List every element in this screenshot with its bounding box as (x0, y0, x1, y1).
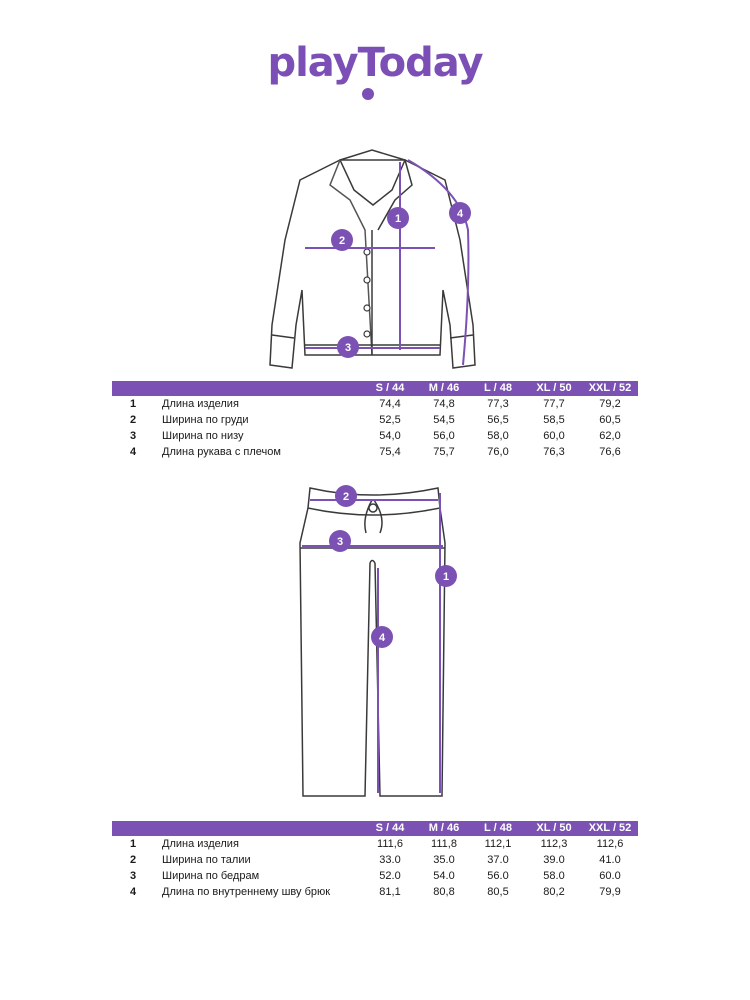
row-number: 4 (130, 886, 137, 898)
cell-value: 52.0 (379, 870, 401, 882)
row-label: Длина по внутреннему шву брюк (162, 886, 331, 898)
row-number: 4 (130, 446, 137, 458)
cell-value: 56.0 (487, 870, 509, 882)
cell-value: 54,0 (379, 430, 401, 442)
pants-table-header (112, 821, 638, 836)
cell-value: 80,5 (487, 886, 509, 898)
cell-value: 74,8 (433, 398, 455, 410)
cell-value: 56,0 (433, 430, 455, 442)
table-row (112, 428, 638, 444)
svg-text:4: 4 (456, 208, 464, 220)
size-header: XXL / 52 (588, 382, 632, 394)
size-header: M / 46 (428, 382, 460, 394)
table-row (112, 852, 638, 868)
table-row (112, 444, 638, 460)
cell-value: 56,5 (487, 414, 509, 426)
svg-text:4: 4 (378, 632, 386, 644)
cell-value: 76,6 (599, 446, 621, 458)
cell-value: 58.0 (543, 870, 565, 882)
brand-logo-text: playToday (267, 40, 483, 86)
cell-value: 112,6 (596, 838, 624, 850)
size-header: XL / 50 (536, 822, 572, 834)
jacket-table-header (112, 381, 638, 396)
jacket-marker-4 (449, 202, 471, 224)
row-label: Ширина по бедрам (162, 870, 260, 882)
row-number: 2 (130, 854, 137, 866)
cell-value: 74,4 (379, 398, 401, 410)
row-number: 3 (130, 430, 137, 442)
cell-value: 39.0 (543, 854, 565, 866)
cell-value: 35.0 (433, 854, 455, 866)
cell-value: 76,3 (543, 446, 565, 458)
cell-value: 75,4 (379, 446, 401, 458)
row-number: 3 (130, 870, 137, 882)
brand-logo (0, 40, 750, 86)
table-row (112, 868, 638, 884)
jacket-marker-2 (331, 229, 353, 251)
cell-value: 41.0 (599, 854, 621, 866)
pants-size-table (112, 821, 638, 900)
table-row (112, 396, 638, 412)
cell-value: 58,0 (487, 430, 509, 442)
cell-value: 58,5 (543, 414, 565, 426)
cell-value: 76,0 (487, 446, 509, 458)
size-header: M / 46 (428, 822, 460, 834)
cell-value: 79,2 (599, 398, 621, 410)
svg-text:3: 3 (336, 536, 344, 548)
table-row (112, 884, 638, 900)
jacket-marker-1 (387, 207, 409, 229)
size-header: S / 44 (375, 822, 405, 834)
svg-text:2: 2 (338, 235, 346, 247)
pants-marker-2 (335, 485, 357, 507)
row-number: 1 (130, 838, 137, 850)
row-number: 1 (130, 398, 137, 410)
pants-marker-3 (329, 530, 351, 552)
cell-value: 80,8 (433, 886, 455, 898)
cell-value: 62,0 (599, 430, 621, 442)
pants-marker-1 (435, 565, 457, 587)
row-label: Длина изделия (162, 838, 239, 850)
size-header: L / 48 (484, 382, 512, 394)
row-label: Длина изделия (162, 398, 239, 410)
row-label: Ширина по груди (162, 414, 249, 426)
cell-value: 77,7 (543, 398, 565, 410)
cell-value: 37.0 (487, 854, 509, 866)
row-number: 2 (130, 414, 137, 426)
cell-value: 111,6 (377, 838, 403, 850)
cell-value: 54.0 (433, 870, 455, 882)
cell-value: 112,3 (540, 838, 568, 850)
row-label: Ширина по низу (162, 430, 244, 442)
cell-value: 52,5 (379, 414, 401, 426)
row-label: Ширина по талии (162, 854, 251, 866)
svg-text:3: 3 (344, 342, 352, 354)
table-row (112, 836, 638, 852)
table-row (112, 412, 638, 428)
svg-text:1: 1 (394, 213, 402, 225)
size-header: XXL / 52 (588, 822, 632, 834)
cell-value: 111,8 (431, 838, 457, 850)
cell-value: 33.0 (379, 854, 401, 866)
cell-value: 60,5 (599, 414, 621, 426)
pants-marker-4 (371, 626, 393, 648)
pants-drawing (0, 478, 750, 808)
cell-value: 75,7 (433, 446, 455, 458)
jacket-size-table (112, 381, 638, 460)
row-label: Длина рукава с плечом (162, 446, 281, 458)
jacket-marker-3 (337, 336, 359, 358)
jacket-drawing (0, 140, 750, 375)
size-header: XL / 50 (536, 382, 572, 394)
cell-value: 80,2 (543, 886, 565, 898)
cell-value: 81,1 (379, 886, 401, 898)
svg-text:2: 2 (342, 491, 350, 503)
cell-value: 60.0 (599, 870, 621, 882)
cell-value: 79,9 (599, 886, 621, 898)
svg-text:1: 1 (442, 571, 450, 583)
size-header: S / 44 (375, 382, 405, 394)
cell-value: 112,1 (484, 838, 512, 850)
cell-value: 60,0 (543, 430, 565, 442)
cell-value: 77,3 (487, 398, 509, 410)
cell-value: 54,5 (433, 414, 455, 426)
size-header: L / 48 (484, 822, 512, 834)
brand-logo-dot (362, 88, 374, 100)
